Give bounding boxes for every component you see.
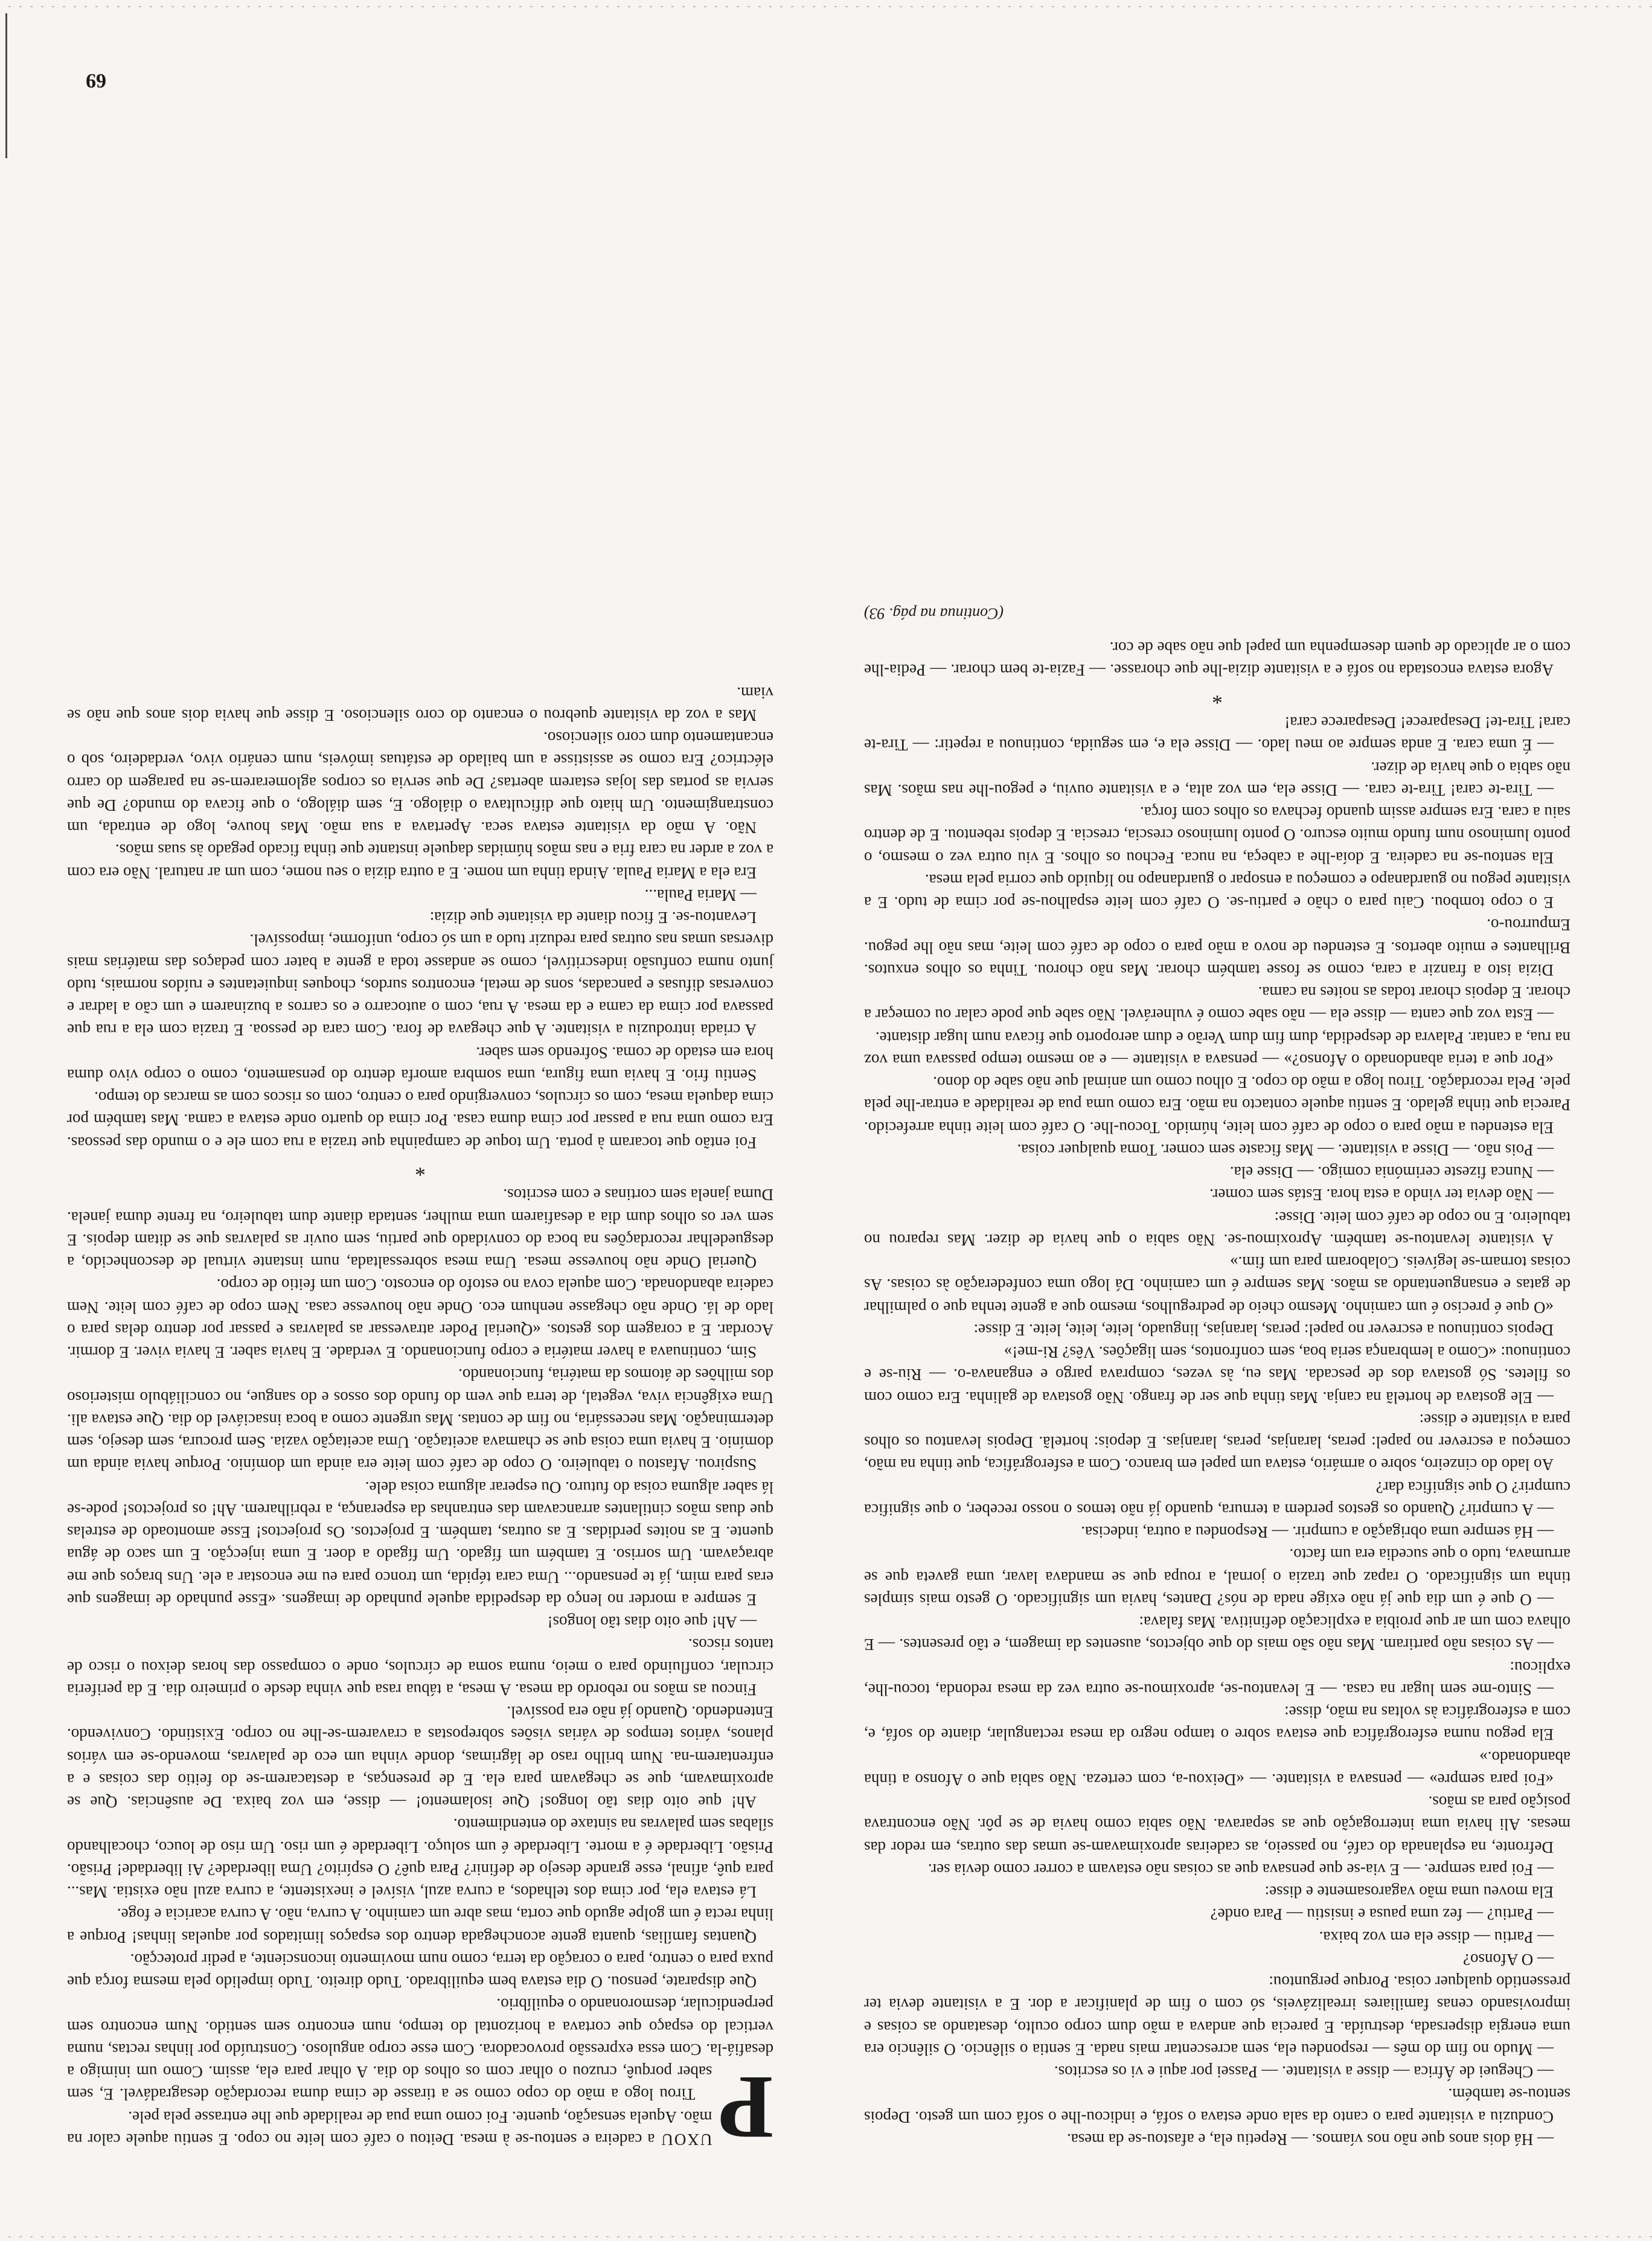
paragraph: Foi então que tocaram à porta. Um toque de campainha que trazia a rua com ele e o mundo das pessoas. Era como uma rua a passar por cima duma casa. Por cima do quarto onde estava a cama. Mas também por cima daquela mesa, com os círculos, convergindo para o centro, com os riscos com as marcas do tempo. [67, 1089, 773, 1152]
scan-edge-left [5, 13, 7, 158]
paragraph: Conduziu a visitante para o canto da sala onde estava o sofá, e indicou-lhe o sofá com um gesto. Depois sentou-se também. [864, 2085, 1570, 2126]
opening-paragraph [67, 2106, 773, 2151]
paragraph: — Há sempre uma obrigação a cumprir. — Respondeu a outra, indecisa. [1081, 1523, 1554, 1542]
paragraph: «Por que a teria abandonado o Afonso?» — pensava a visitante — e ao mesmo tempo passava uma voz na rua, a cantar. Palavra de despedida, dum fim dum Verão e dum aeroporto que ficava num lugar distante. [864, 1028, 1570, 1069]
paragraph: Não. A mão da visitante estava seca. Apertava a sua mão. Mas houve, logo de entrada, um constrangimento. Um hiato que dificultava o diálogo. E, sem diálogo, o que ficava do mundo? De que servia as portas das lojas estarem abertas? De que servia os corpos aglomerarem-se na paragem do carro eléctrico? Era como se assistisse a um bailado de estátuas imóveis, num cenário vivo, verdadeiro, sob o encantamento dum coro silencioso. [67, 729, 773, 837]
paragraph: — Ele gostava de hortelã na canja. Mas tinha que ser de frango. Não gostava de galinha. Era como com os filetes. Só gostava dos de pescada. Mas eu, às vezes, comprava pargo e enganava-o. — Riu-se e continuou: «Como a lembrança seria boa, sem confrontos, sem ligações. Vês? Ri-me!» [864, 1343, 1570, 1407]
paragraph: Ela sentou-se na cadeira. E doía-lhe a cabeça, na nuca. Fechou os olhos. E viu outra vez o mesmo, o ponto luminoso num fundo muito escuro. O ponto luminoso crescia, crescia. E depois rebentou. E de dentro saiu a cara. Era sempre assim quando fechava os olhos com força. [864, 804, 1570, 867]
paragraph: Fincou as mãos no rebordo da mesa. A mesa, a tábua rasa que vinha desde o primeiro dia. E da periferia circular, confluindo para o meio, numa soma de círculos, onde o compasso das horas deixou o risco de tantos riscos. [67, 1635, 773, 1699]
drop-cap: P [718, 2057, 773, 2158]
paragraph: — A cumprir? Quando os gestos perdem a ternura, quando já não temos o nosso receber, o que significa cumprir? O que significa dar? [864, 1478, 1570, 1519]
paragraph: — Não devia ter vindo a esta hora. Estás sem comer. [1209, 1186, 1554, 1204]
paragraph: — Maria Paula... [644, 886, 757, 904]
paragraph: Depois continuou a escrever no papel: peras, laranjas, linguado, leite, leite, leite. E disse: [973, 1321, 1554, 1339]
opening-text: a cadeira e sentou-se à mesa. Deitou o café com leite no copo. E sentiu aquele calor na mão. Aquela sensação, quente. Foi como uma pua de realidade que lhe entrasse pela pele. [67, 2108, 712, 2149]
paragraph: — O Afonso? [1463, 1951, 1554, 1969]
paragraph: Era ela a Maria Paula. Ainda tinha um nome. E a outra dizia o seu nome, com um ar natural. Não era com a voz a arder na cara fria e nas mãos húmidas daquele instante que tinha ficado pegado às suas mãos. [67, 841, 773, 882]
paragraphs-left-after-separator [864, 636, 1570, 682]
paragraph: — Mudo no fim do mês — respondeu ela, sem acrescentar mais nada. E sentia o silêncio. O silêncio era uma energia dispersada, destruída. E parecia que andava a mão dum corpo oculto, desatando as coisas e improvisando cenas familiares irrealizáveis, só com o fim de planificar a dor. E a visitante devia ter pressentido qualquer coisa. Porque perguntou: [864, 1973, 1570, 2059]
opening-word: UXOU [660, 2131, 712, 2149]
paragraph: E o copo tombou. Caiu para o chão e partiu-se. O café com leite espalhou-se por cima de tudo. E a visitante pegou no guardanapo e começou a ensopar o guardanapo no líquido que corria pela mesa. [864, 871, 1570, 912]
paragraph: Dizia isto a franzir a cara, como se fosse também chorar. Mas não chorou. Tinha os olhos enxutos. Brilhantes e muito abertos. E estendeu de novo a mão para o copo de café com leite, mas não lhe pegou. Empurrou-o. [864, 916, 1570, 979]
paragraph: E sempre a morder no lenço da despedida aquele punhado de imagens. «Esse punhado de imagens que eras para mim, já te pensando... Uma cara tépida, um tronco para eu me encostar a ele. Uns braços que me abraçavam. Um sorriso. E também um fígado. Um fígado a doer. E uma injecção. E um saco de água quente. E as noites perdidas. E as outras, também. E projectos. Os projectos! Esse amontoado de estrelas que duas mãos cintilantes arrancavam das entranhas da esperança, a rebrilharem. Ah! os projectos! pode-se lá saber alguma coisa do futuro. Ou esperar alguma coisa dele. [67, 1478, 773, 1609]
continued-note: (Continua na pág. 93) [864, 604, 1004, 622]
scan-edge-top [0, 2236, 1652, 2237]
paragraphs-right-after-separator [67, 681, 773, 1153]
paragraph: A visitante levantou-se também. Aproximou-se. Não sabia o que havia de dizer. Mas reparou no tabuleiro. E no copo de café com leite. Disse: [864, 1208, 1570, 1249]
paragraph: — Cheguei de África — disse a visitante. — Passei por aqui e vi os escritos. [1054, 2063, 1554, 2082]
paragraph: Ao lado do cinzeiro, sobre o armário, estava um papel em branco. Com a esferográfica, que tinha na mão, começou a escrever no papel: peras, laranjas, peras, laranjas. E depois: hortelã. Depois levantou os olhos para a visitante e disse: [864, 1411, 1570, 1474]
paragraph: — O que é um dia que já não exige nada de nós? Dantes, havia um significado. O gesto mais simples tinha um significado. O rapaz que trazia o jornal, a roupa que se mandava lavar, uma gaveta que se arrumava, tudo o que sucedia era um facto. [864, 1546, 1570, 1609]
paragraph: — Partiu — disse ela em voz baixa. [1319, 1928, 1554, 1946]
paragraph: Querial Onde não houvesse mesa. Uma mesa sobressaltada, num instante virtual de desconhecido, a desguedelhar recordações na boca do convidado que partiu, sem ouvir as palavras que se ditam depois. E sem ver os olhos dum dia a desafiarem uma mulher, sentada diante dum tabuleiro, na frente duma janela. Duma janela sem cortinas e com escritos. [67, 1186, 773, 1272]
section-separator: * [415, 1157, 426, 1181]
paragraph: — Tira-te cara! Tira-te cara. — Disse ela, em voz alta, e a visitante ouviu, e pegou-lhe nas mãos. Mas não sabia o que havia de dizer. [864, 758, 1570, 799]
paragraph: — Foi para sempre. — E via-se que pensava que as coisas não estavam a correr como devia ser. [927, 1861, 1554, 1879]
paragraph: «O que é preciso é um caminho. Mesmo cheio de pedregulhos, mesmo que a gente tenha que o palmilhar de gatas e ensanguentando as mãos. Mas sempre é um caminho. Dá logo uma confederação às coisas. As coisas tornam-se legíveis. Colaboram para um fim.» [864, 1253, 1570, 1317]
paragraph: — Esta voz que canta — disse ela — não sabe como é vulnerável. Não sabe que pode calar ou começar a chorar. E depois chorar todas as noites na cama. [864, 983, 1570, 1025]
paragraph: Ela estendeu a mão para o copo de café com leite, húmido. Tocou-lhe. O café com leite tinha arrefecido. Parecia que tinha gelado. E sentiu aquele contacto na mão. Era como uma pua de realidade a entrar-lhe pela pele. Pela recordação. Tirou logo a mão do copo. E olhou como um animal que não sabe do dono. [864, 1073, 1570, 1137]
paragraph: Levantou-se. E ficou diante da visitante que dizia: [429, 909, 757, 927]
paragraph: — Sinto-me sem lugar na casa. — E levantou-se, aproximou-se outra vez da mesa redonda, tocou-lhe, explicou: [864, 1658, 1570, 1699]
paragraph: — Nunca fizeste cerimónia comigo. — Disse ela. [1229, 1163, 1554, 1182]
paragraph: Tirou logo a mão do copo como se a tirasse de cima duma recordação desagradável. E, sem saber porquê, cruzou o olhar com os olhos do dia. A olhar para ela, assim. Como um inimigo a desafiá-la. Com essa expressão provocadora. Com esse corpo anguloso. Construído por linhas rectas, numa vertical do espaço que cortava a horizontal do tempo, num encontro sem sentido. Num encontro sem perpendicular, desmoronando o equilíbrio. [67, 1995, 773, 2104]
paragraph: Lá estava ela, por cima dos telhados, a curva azul, visível e inexistente, a curva azul não existia. Mas... para quê, afinal, esse grande desejo de definir? Para quê? O espírito? Uma liberdade? Ai liberdade! Prisão. Prisão. Liberdade é a morte. Liberdade é um soluço. Liberdade é um riso. Um riso de louco, chocalhando sílabas sem palavras na sintaxe do entendimento. [67, 1815, 773, 1902]
paragraph: — Há dois anos que não nos víamos. — Repetiu ela, e afastou-se da mesa. [1066, 2131, 1554, 2149]
article-column-continuation [864, 603, 1570, 2150]
paragraphs-left [864, 711, 1570, 2150]
paragraph: — Partiu? — fez uma pausa e insistiu — Para onde? [1210, 1905, 1554, 1924]
article-column-start [67, 681, 773, 2158]
paragraph: — Ah! que oito dias tão longos! [547, 1613, 757, 1632]
paragraph: Ela moveu uma mão vagarosamente e disse: [1264, 1883, 1554, 1902]
paragraph: — É uma cara. E anda sempre ao meu lado. — Disse ela e, em seguida, continuou a repetir: — Tira-te cara! Tira-te! Desaparece! Desaparece cara! [864, 714, 1570, 755]
paragraph: Quantas famílias, quanta gente aconchegada dentro dos espaços limitados por aquelas linhas! Porque a linha recta é um golpe agudo que corta, mas abre um caminho. A curva, não. A curva acaricia e foge. [67, 1905, 773, 1946]
page-number: 69 [86, 69, 106, 92]
paragraph: Sentiu frio. E havia uma figura, uma sombra amorfa dentro do pensamento, como o corpo vivo duma hora em estado de coma. Sofrendo sem saber. [67, 1043, 773, 1084]
paragraph: Ela pegou numa esferográfica que estava sobre o tampo negro da mesa rectangular, diante do sofá, e, com a esferográfica às voltas na mão, disse: [864, 1703, 1570, 1744]
paragraph: Mas a voz da visitante quebrou o encanto do coro silencioso. E disse que havia dois anos que não se viam. [67, 683, 773, 724]
section-separator-2: * [1212, 685, 1223, 709]
paragraph: Defronte, na esplanada do café, no passeio, as cadeiras aproximavam-se umas das outras, em redor das mesas. Ali havia uma interrogação que as separava. Não sabia como havia de se pôr. Não encontrava posição para as mãos. [864, 1793, 1570, 1856]
paragraph: Suspirou. Afastou o tabuleiro. O copo de café com leite era ainda um domínio. Porque havia ainda um domínio. E havia uma coisa que se chamava aceitação. Uma aceitação vazia. Sem procura, sem desejo, sem determinação. Mas necessária, no fim de contas. Mas urgente como a boca insaciável do dia. Que estava ali. Uma exigência viva, vegetal, de terra que vem do fundo dos ossos e do sangue, no conciliábulo misterioso dos milhões de átomos da matéria, funcionando. [67, 1366, 773, 1474]
paragraph: Agora estava encostada no sofá e a visitante dizia-lhe que chorasse. — Fazia-te bem chorar. — Pedia-lhe com o ar aplicado de quem desempenha um papel que não sabe de cor. [864, 639, 1570, 680]
paragraphs-right [67, 1183, 773, 2105]
paragraph: Sim, continuava a haver matéria e corpo funcionando. E verdade. E havia saber. E havia viver. E dormir. Acordar. E a coragem dos gestos. «Querial Poder atravessar as palavras e passar por dentro delas para o lado de lá. Onde não chegasse nenhum eco. Onde não houvesse casa. Nem copo de café com leite. Nem cadeira abandonada. Com aquela cova no estofo do encosto. Com um feitio de corpo. [67, 1276, 773, 1362]
paragraph: Ah! que oito dias tão longos! Que isolamento! — disse, em voz baixa. De ausências. Que se aproximavam, que se chegavam para ela. E de presenças, a destacarem-se do feitio das coisas e a enfrentarem-na. Num brilho raso de lágrimas, donde vinha um eco de palavras, movendo-se em vários planos, vários tempos de várias visões sobrepostas a cravarem-se-lhe no corpo. Existindo. Convivendo. Entendendo. Quando já não era possível. [67, 1703, 773, 1812]
scan-edge-bottom [0, 6, 1652, 7]
paragraph: — Pois não. — Disse a visitante. — Mas ficaste sem comer. Toma qualquer coisa. [1017, 1141, 1554, 1159]
article-opening [67, 2057, 773, 2158]
paragraph: «Foi para sempre» — pensava a visitante. — «Deixou-a, com certeza. Não sabia que o Afonso a tinha abandonado.» [864, 1748, 1570, 1789]
paragraph: A criada introduziu a visitante. A que chegava de fora. Com cara de pessoa. E trazia com ela a rua que passava por cima da cama e da mesa. A rua, com o autocarro e os carros a buzinarem e um cão a ladrar e conversas difusas e pancadas, sons de metal, encontros surdos, choques inquietantes e ruídos normais, tudo junto numa confusão indescritível, como se andasse toda a gente a bater com pedaços das matérias mais diversas umas nas outras para reduzir tudo a um só corpo, uniforme, impossível. [67, 931, 773, 1040]
paragraph: — As coisas não partiram. Mas não são mais do que objectos, ausentes da imagem, e tão presentes. — E olhava com um ar que proibia a explicação definitiva. Mas falava: [864, 1613, 1570, 1654]
paragraph: Que disparate, pensou. O dia estava bem equilibrado. Tudo direito. Tudo impelido pela mesma força que puxa para o centro, para o coração da terra, como num movimento inconsciente, a pedir protecção. [67, 1951, 773, 1992]
